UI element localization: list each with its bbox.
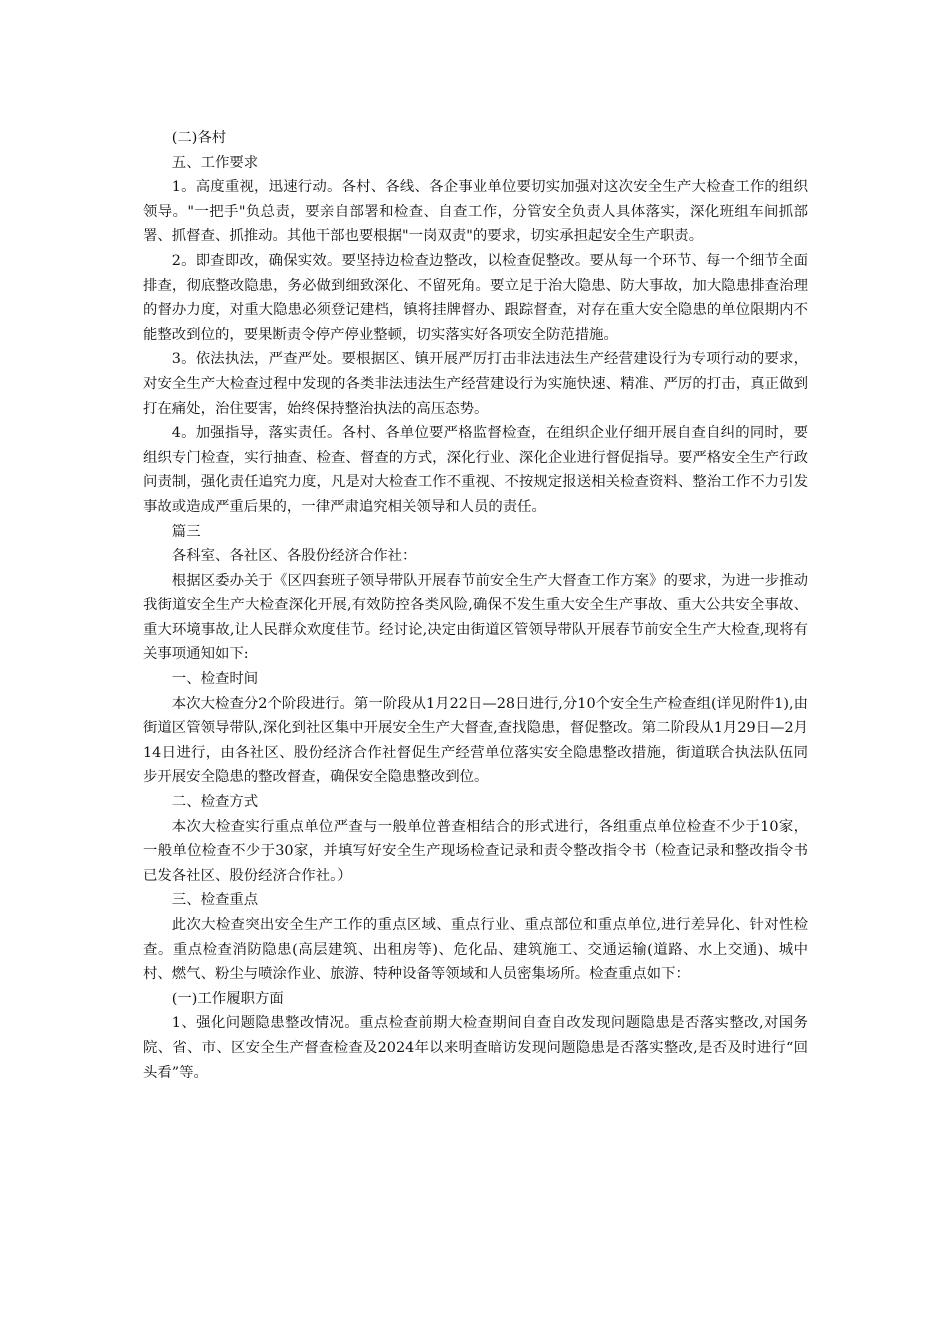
- document-body: [143, 126, 808, 1085]
- inspection-focus-paragraph: 此次大检查突出安全生产工作的重点区域、重点行业、重点部位和重点单位,进行差异化、针对性检查。重点检查消防隐患(高层建筑、出租房等)、危化品、建筑施工、交通运输(道路、水上交通)、城中村、燃气、粉尘与喷涂作业、旅游、特种设备等领域和人员密集场所。检查重点如下：: [143, 917, 808, 983]
- duty-performance-paragraph-1: 1、强化问题隐患整改情况。重点检查前期大检查期间自查自改发现问题隐患是否落实整改,对国务院、省、市、区安全生产督查检查及2024年以来明查暗访发现问题隐患是否落实整改,是否及时进行“回头看”等。: [143, 1015, 808, 1081]
- section-heading-work-requirements: 五、工作要求: [171, 154, 259, 171]
- section-heading-inspection-time: 一、检查时间: [171, 671, 259, 688]
- requirement-paragraph-2: 2。即查即改，确保实效。要坚持边检查边整改，以检查促整改。要从每一个环节、每一个细节全面排查，彻底整改隐患，务必做到细致深化、不留死角。要立足于治大隐患、防大事故，加大隐患排查治理的督办力度，对重大隐患必须登记建档，镇将挂牌督办、跟踪督查，对存在重大安全隐患的单位限期内不能整改到位的，要果断责令停产停业整顿，切实落实好各项安全防范措施。: [143, 252, 808, 343]
- part-three-heading: 篇三: [171, 523, 201, 540]
- subsection-heading-duty-performance: (一)工作履职方面: [171, 990, 284, 1007]
- requirement-paragraph-4: 4。加强指导，落实责任。各村、各单位要严格监督检查，在组织企业仔细开展自查自纠的同时，要组织专门检查，实行抽查、检查、督查的方式，深化行业、深化企业进行督促指导。要严格安全生产行政问责制，强化责任追究力度，凡是对大检查工作不重视、不按规定报送相关检查资料、整治工作不力引发事故或造成严重后果的，一律严肃追究相关领导和人员的责任。: [143, 425, 808, 515]
- section-heading-inspection-focus: 三、检查重点: [171, 892, 259, 909]
- section-heading-inspection-method: 二、检查方式: [171, 794, 259, 811]
- notice-intro-paragraph: 根据区委办关于《区四套班子领导带队开展春节前安全生产大督查工作方案》的要求，为进一步推动我街道安全生产大检查深化开展,有效防控各类风险,确保不发生重大安全生产事故、重大公共安全事故、重大环境事故,让人民群众欢度佳节。经讨论,决定由街道区管领导带队开展春节前安全生产大检查,现将有关事项通知如下:: [143, 572, 808, 663]
- requirement-paragraph-3: 3。依法执法，严查严处。要根据区、镇开展严厉打击非法违法生产经营建设行为专项行动的要求，对安全生产大检查过程中发现的各类非法违法生产经营建设行为实施快速、精准、严厉的打击，真正做到打在痛处，治住要害，始终保持整治执法的高压态势。: [143, 351, 808, 417]
- section-heading-villages: (二)各村: [171, 130, 227, 146]
- inspection-time-paragraph: 本次大检查分2个阶段进行。第一阶段从1月22日—28日进行,分10个安全生产检查组(详见附件1),由街道区管领导带队,深化到社区集中开展安全生产大督查,查找隐患，督促整改。第二阶段从1月29日—2月14日进行，由各社区、股份经济合作社督促生产经营单位落实安全隐患整改措施，街道联合执法队伍同步开展安全隐患的整改督查，确保安全隐患整改到位。: [143, 695, 808, 786]
- inspection-method-paragraph: 本次大检查实行重点单位严查与一般单位普查相结合的形式进行，各组重点单位检查不少于10家，一般单位检查不少于30家，并填写好安全生产现场检查记录和责令整改指令书（检查记录和整改指令书已发各社区、股份经济合作社。）: [143, 818, 808, 884]
- addressee-line: 各科室、各社区、各股份经济合作社：: [171, 548, 417, 565]
- requirement-paragraph-1: 1。高度重视，迅速行动。各村、各线、各企事业单位要切实加强对这次安全生产大检查工作的组织领导。"一把手"负总责，要亲自部署和检查、自查工作，分管安全负责人具体落实，深化班组车间抓部署、抓督查、抓推动。其他干部也要根据"一岗双责"的要求，切实承担起安全生产职责。: [143, 179, 808, 245]
